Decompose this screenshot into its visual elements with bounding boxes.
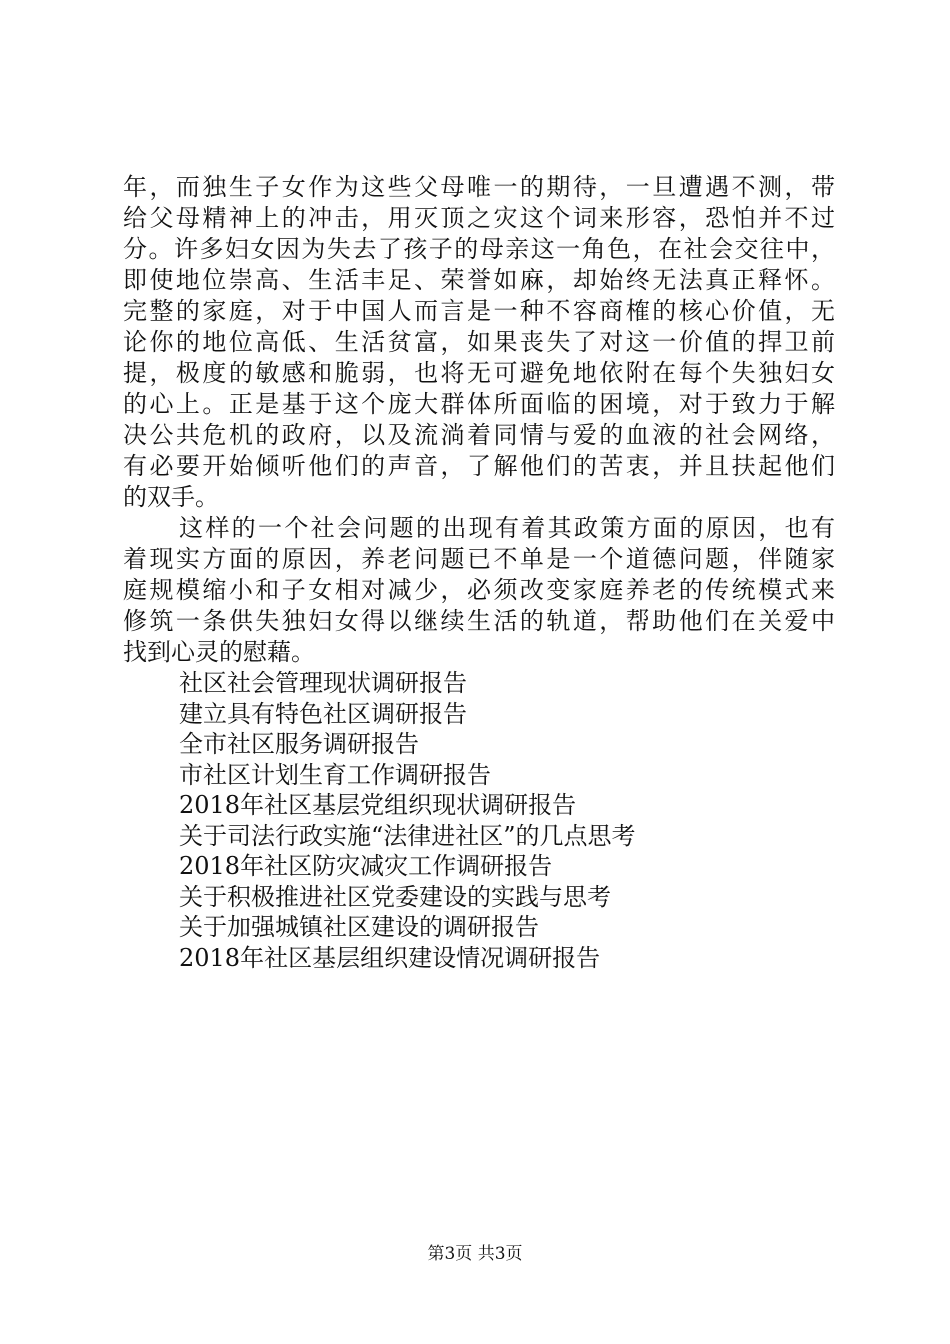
- paragraph-line: 即使地位崇高、生活丰足、荣誉如麻，却始终无法真正释怀。: [123, 266, 835, 294]
- paragraph-line: 找到心灵的慰藉。: [123, 638, 315, 666]
- related-link-item[interactable]: 社区社会管理现状调研报告: [179, 669, 467, 697]
- paragraph-line: 这样的一个社会问题的出现有着其政策方面的原因，也有: [179, 514, 835, 542]
- related-link-item[interactable]: 关于积极推进社区党委建设的实践与思考: [179, 882, 611, 911]
- related-link-item[interactable]: 建立具有特色社区调研报告: [179, 699, 467, 728]
- page-indicator: 第3页 共3页: [427, 1244, 523, 1264]
- paragraph-line: 的心上。正是基于这个庞大群体所面临的困境，对于致力于解: [123, 390, 835, 418]
- related-link-item[interactable]: 2018年社区防灾减灾工作调研报告: [179, 852, 553, 880]
- paragraph-line: 年，而独生子女作为这些父母唯一的期待，一旦遭遇不测，带: [123, 173, 835, 201]
- related-link-item[interactable]: 关于司法行政实施“法律进社区”的几点思考: [179, 821, 636, 850]
- related-link-item[interactable]: 2018年社区基层组织建设情况调研报告: [179, 943, 601, 972]
- document-body: [123, 172, 835, 973]
- paragraph-line: 提，极度的敏感和脆弱，也将无可避免地依附在每个失独妇女: [123, 359, 835, 387]
- paragraph-line: 论你的地位高低、生活贫富，如果丧失了对这一价值的捍卫前: [123, 328, 835, 356]
- paragraph-line: 决公共危机的政府，以及流淌着同情与爱的血液的社会网络，: [123, 421, 835, 449]
- related-link-item[interactable]: 市社区计划生育工作调研报告: [179, 760, 491, 789]
- paragraph-line: 庭规模缩小和子女相对减少，必须改变家庭养老的传统模式来: [123, 576, 835, 604]
- related-link-item[interactable]: 2018年社区基层党组织现状调研报告: [179, 791, 577, 819]
- paragraph-line: 给父母精神上的冲击，用灭顶之灾这个词来形容，恐怕并不过: [123, 204, 835, 232]
- paragraph-1: [123, 172, 835, 513]
- paragraph-2: [123, 513, 835, 668]
- paragraph-line: 完整的家庭，对于中国人而言是一种不容商榷的核心价值，无: [123, 297, 835, 325]
- paragraph-line: 有必要开始倾听他们的声音，了解他们的苦衷，并且扶起他们: [123, 452, 835, 480]
- paragraph-line: 分。许多妇女因为失去了孩子的母亲这一角色，在社会交往中，: [123, 235, 835, 263]
- related-link-item[interactable]: 关于加强城镇社区建设的调研报告: [179, 913, 539, 941]
- related-link-item[interactable]: 全市社区服务调研报告: [179, 730, 419, 758]
- paragraph-line: 的双手。: [123, 483, 219, 511]
- paragraph-line: 着现实方面的原因，养老问题已不单是一个道德问题，伴随家: [123, 545, 835, 573]
- related-links-list: [123, 668, 835, 973]
- paragraph-line: 修筑一条供失独妇女得以继续生活的轨道，帮助他们在关爱中: [123, 607, 835, 635]
- page-footer: [0, 1243, 950, 1265]
